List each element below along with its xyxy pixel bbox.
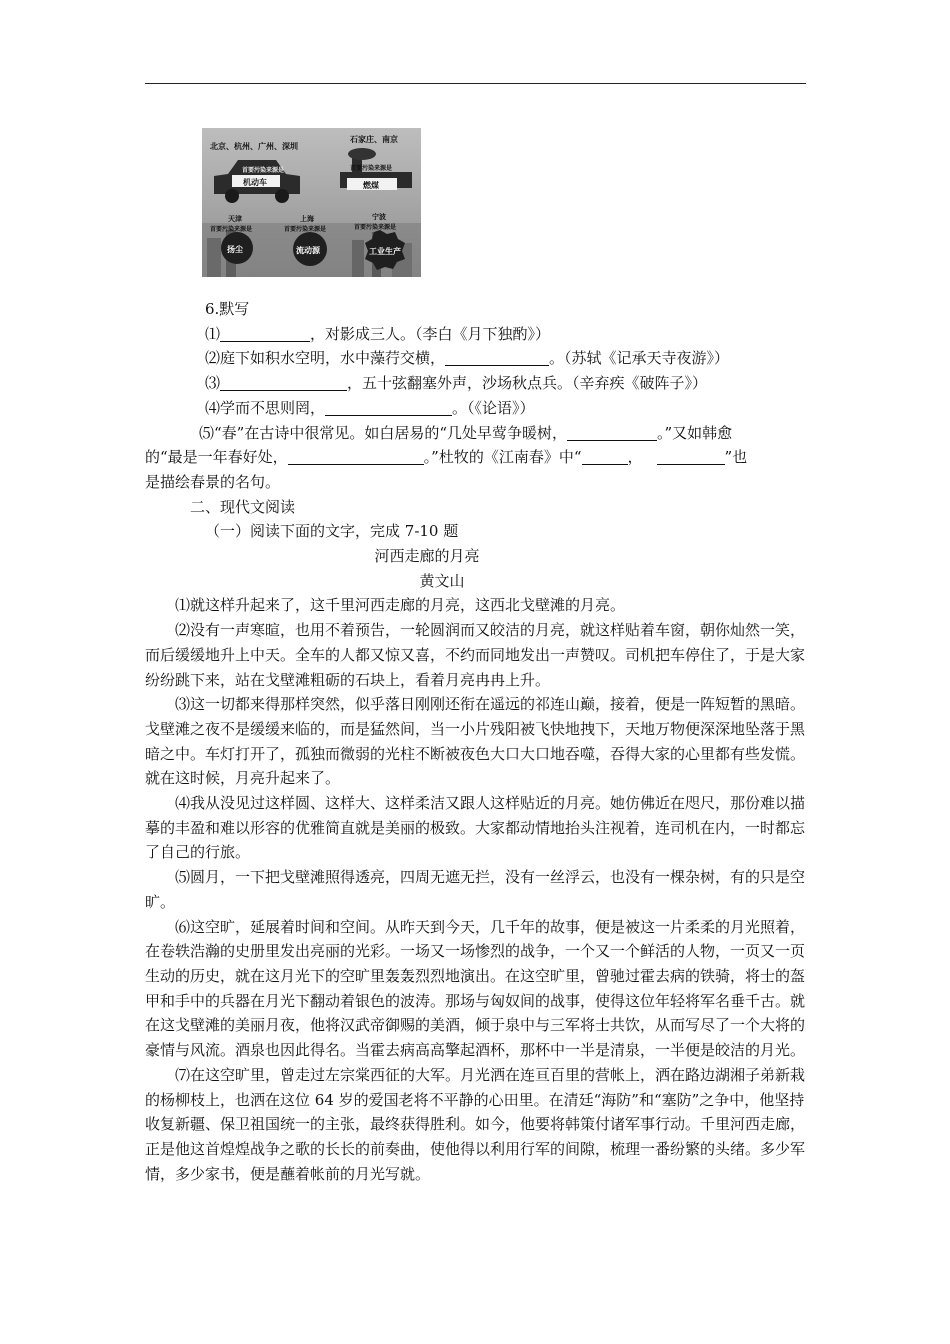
q5-b: 。”又如韩愈 — [657, 423, 733, 442]
section2-subheading: （一）阅读下面的文字，完成 7-10 题 — [205, 522, 459, 541]
answer-blank — [445, 349, 549, 366]
q4-text: ⑷学而不思则罔， — [205, 398, 326, 417]
answer-blank — [288, 448, 424, 465]
q1-rest: ，对影成三人。（李白《月下独酌》） — [310, 324, 551, 343]
section2-heading: 二、现代文阅读 — [190, 497, 296, 516]
question-6-2 — [145, 346, 807, 371]
fig-top-left-cities: 北京、杭州、广州、深圳 — [210, 142, 298, 151]
section6-heading: 6.默写 — [205, 300, 250, 318]
pollution-sources-illustration — [202, 128, 421, 277]
answer-blank — [657, 448, 725, 465]
answer-blank — [220, 374, 347, 391]
article-author: 黄文山 — [419, 571, 465, 590]
question-6-5 — [145, 421, 807, 495]
answer-blank — [582, 448, 628, 465]
fig-b2-city: 上海 — [300, 216, 314, 223]
paragraph-7: ⑺在这空旷里，曾走过左宗棠西征的大军。月光洒在连亘百里的营帐上，洒在路边湖湘子弟新栽的杨柳枝上，也洒在这位 64 岁的爱国老将不平静的心田里。在清廷“海防”和“塞防”之争中，他坚持收复新疆、保卫祖国统一的主张，最终获得胜利。如今，他要将韩策付诸军事行动。千里河西走廊，正是他这首煌煌战争之歌的长长的前奏曲，使他得以利用行军的间隙，梳理一番纷繁的头绪。多少军情，多少家书，便是蘸着帐前的月光写就。 — [145, 1065, 806, 1183]
fig-b1-city: 天津 — [228, 216, 242, 223]
fig-factory-caption: 首要污染来源是 — [350, 166, 393, 172]
answer-blank — [325, 399, 452, 416]
q5-c: 的“最是一年春好处， — [145, 448, 288, 467]
answer-blank — [220, 325, 310, 342]
answer-blank — [567, 424, 657, 441]
pollution-sources-figure — [202, 128, 421, 277]
paragraph-1: ⑴就这样升起来了，这千里河西走廊的月亮，这西北戈壁滩的月亮。 — [175, 596, 626, 615]
fig-car-label: 机动车 — [243, 178, 267, 187]
q1-num: ⑴ — [205, 324, 221, 343]
q5-a: ⑸“春”在古诗中很常见。如白居易的“几处早莺争暖树， — [199, 423, 568, 442]
question-6-3 — [145, 371, 807, 396]
q5-g: 是描绘春景的名句。 — [145, 472, 281, 491]
paragraph-6: ⑹这空旷，延展着时间和空间。从昨天到今天，几千年的故事，便是被这一片柔柔的月光照着，在卷轶浩瀚的史册里发出亮丽的光彩。一场又一场惨烈的战争，一个又一个鲜活的人物，一页又一页生动的历史，就在这月光下的空旷里轰轰烈烈地演出。在这空旷里，曾驰过霍去病的铁骑，将士的盔甲和手中的兵器在月光下翻动着银色的波涛。那场与匈奴间的战事，使得这位年轻将军名垂千古。就在这戈壁滩的美丽月夜，他将汉武帝御赐的美酒，倾于泉中与三军将士共饮，从而写尽了一个大将的豪情与风流。酒泉也因此得名。当霍去病高高擎起酒杯，那杯中一半是清泉，一半便是皎洁的月光。 — [145, 917, 806, 1060]
fig-b2-caption: 首要污染来源是 — [284, 227, 327, 233]
fig-b3-city: 宁波 — [372, 214, 386, 221]
paragraph-5: ⑸圆月，一下把戈壁滩照得透亮，四周无遮无拦，没有一丝浮云，也没有一棵杂树，有的只是空旷。 — [145, 868, 806, 911]
fig-top-right-cities: 石家庄、南京 — [350, 135, 398, 144]
fig-b1-caption: 首要污染来源是 — [210, 227, 253, 233]
article-title: 河西走廊的月亮 — [374, 547, 480, 566]
document-body — [145, 297, 807, 1186]
fig-car-caption: 首要污染来源是 — [242, 168, 285, 174]
q3-rest: ，五十弦翻塞外声，沙场秋点兵。（辛弃疾《破阵子》） — [347, 374, 708, 393]
q2-text: ⑵庭下如积水空明，水中藻荇交横， — [205, 349, 446, 368]
q2-rest: 。（苏轼《记承天寺夜游》） — [549, 349, 730, 368]
q4-rest: 。（《论语》） — [452, 398, 535, 417]
fig-b1-label: 扬尘 — [227, 245, 243, 254]
fig-b3-caption: 首要污染来源是 — [354, 225, 397, 231]
paragraph-3: ⑶这一切都来得那样突然，似乎落日刚刚还衔在遥远的祁连山巅，接着，便是一阵短暂的黑暗。戈壁滩之夜不是缓缓来临的，而是猛然间，当一小片残阳被飞快地拽下，天地万物便深深地坠落于黑暗之中。车灯打开了，孤独而微弱的光柱不断被夜色大口大口地吞噬，吞得大家的心里都有些发慌。就在这时候，月亮升起来了。 — [145, 695, 806, 788]
q5-d: 。”杜牧的《江南春》中“ — [423, 448, 582, 467]
paragraph-2: ⑵没有一声寒暄，也用不着预告，一轮圆润而又皎洁的月亮，就这样贴着车窗，朝你灿然一笑，而后缓缓地升上中天。全车的人都又惊又喜，不约而同地发出一声赞叹。司机把车停住了，于是大家纷纷跳下来，站在戈壁滩粗砺的石块上，看着月亮冉冉上升。 — [145, 621, 806, 689]
question-6-1 — [145, 322, 807, 347]
fig-b2-label: 流动源 — [296, 246, 320, 255]
q5-e: ， — [627, 448, 643, 467]
q5-f: ”也 — [724, 448, 748, 467]
fig-b3-label: 工业生产 — [369, 247, 401, 256]
q3-num: ⑶ — [205, 374, 221, 393]
paragraph-4: ⑷我从没见过这样圆、这样大、这样柔洁又跟人这样贴近的月亮。她仿佛近在咫尺，那份难以描摹的丰盈和难以形容的优雅简直就是美丽的极致。大家都动情地抬头注视着，连司机在内，一时都忘了自己的行旅。 — [145, 794, 806, 862]
fig-factory-label: 燃煤 — [363, 181, 379, 190]
header-rule — [145, 83, 806, 84]
question-6-4 — [145, 396, 807, 421]
